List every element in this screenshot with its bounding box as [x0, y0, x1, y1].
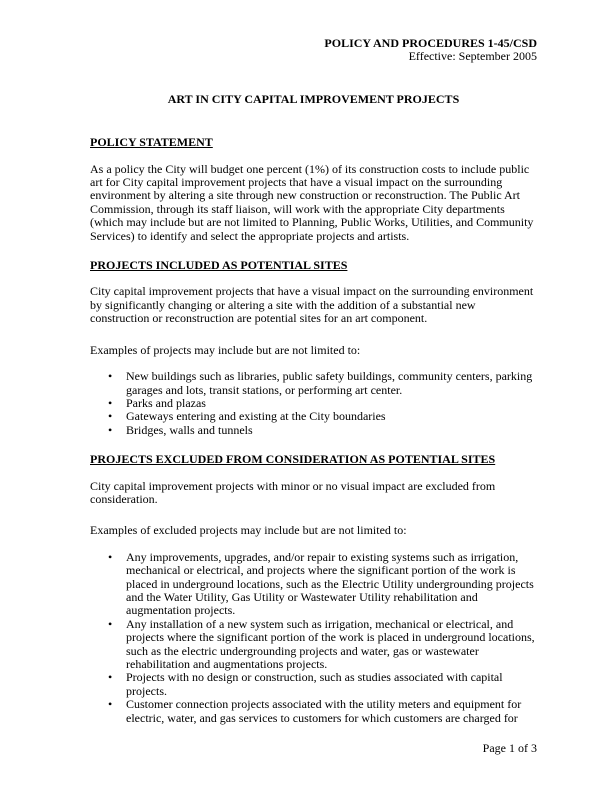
excluded-examples-intro: Examples of excluded projects may include but are not limited to: [90, 523, 407, 538]
page-number: Page 1 of 3 [482, 741, 537, 755]
included-description-paragraph: City capital improvement projects that have a visual impact on the surrounding environment by significantly changing or altering a site with the addition of a substantial new construction or reconstruction are potential sites for an art component. [90, 284, 534, 326]
bullet-icon: • [108, 549, 113, 564]
list-item-text: Projects with no design or construction, such as studies associated with capital projects. [126, 670, 503, 698]
list-item-text: Any improvements, upgrades, and/or repair to existing systems such as irrigation, mechanical or electrical, and projects where the significant portion of the work is placed in underground locations, such as the Electric Utility undergrounding projects and the Water Utility, Gas Utility or Wastewater Utility rehabilitation and augmentation projects. [126, 549, 534, 618]
list-item [108, 369, 537, 397]
bullet-icon: • [108, 616, 113, 631]
list-item [108, 616, 537, 672]
list-item-text: Gateways entering and existing at the City boundaries [126, 409, 386, 424]
policy-statement-paragraph: As a policy the City will budget one percent (1%) of its construction costs to include public art for City capital improvement projects that have a visual impact on the surrounding environment by altering a site through new construction or reconstruction. The Public Art Commission, through its staff liaison, will work with the appropriate City departments (which may include but are not limited to Planning, Public Works, Utilities, and Community Services) to identify and select the appropriate projects and artists. [90, 161, 534, 243]
section-heading-projects-included: PROJECTS INCLUDED AS POTENTIAL SITES [90, 258, 348, 273]
list-item-text: New buildings such as libraries, public safety buildings, community centers, parking garages and lots, transit stations, or performing art center. [126, 369, 533, 397]
effective-date: Effective: September 2005 [408, 49, 537, 64]
bullet-icon: • [108, 409, 113, 424]
section-heading-projects-excluded: PROJECTS EXCLUDED FROM CONSIDERATION AS POTENTIAL SITES [90, 452, 496, 467]
list-item-text: Bridges, walls and tunnels [126, 422, 253, 437]
excluded-description-paragraph: City capital improvement projects with minor or no visual impact are excluded from consideration. [90, 478, 496, 506]
bullet-icon: • [108, 369, 113, 384]
document-title: ART IN CITY CAPITAL IMPROVEMENT PROJECTS [167, 91, 460, 106]
bullet-icon: • [108, 670, 113, 685]
included-examples-intro: Examples of projects may include but are not limited to: [90, 342, 361, 357]
list-item [108, 549, 537, 618]
list-item [108, 409, 537, 424]
list-item [108, 697, 537, 725]
list-item [108, 395, 537, 410]
section-heading-policy-statement: POLICY STATEMENT [90, 135, 213, 150]
list-item [108, 670, 537, 698]
bullet-icon: • [108, 422, 113, 437]
list-item-text: Any installation of a new system such as irrigation, mechanical or electrical, and projects where the significant portion of the work is placed in underground locations, such as the electric undergrounding projects and water, gas or wastewater rehabilitation and augmentations projects. [126, 616, 535, 671]
list-item [108, 422, 537, 437]
document-header [90, 37, 537, 64]
list-item-text: Parks and plazas [126, 395, 206, 410]
bullet-icon: • [108, 395, 113, 410]
list-item-text: Customer connection projects associated with the utility meters and equipment for electric, water, and gas services to customers for which customers are charged for [126, 697, 522, 725]
policy-number: POLICY AND PROCEDURES 1-45/CSD [324, 36, 537, 50]
included-projects-list [90, 370, 537, 437]
excluded-projects-list [90, 551, 537, 725]
bullet-icon: • [108, 697, 113, 712]
